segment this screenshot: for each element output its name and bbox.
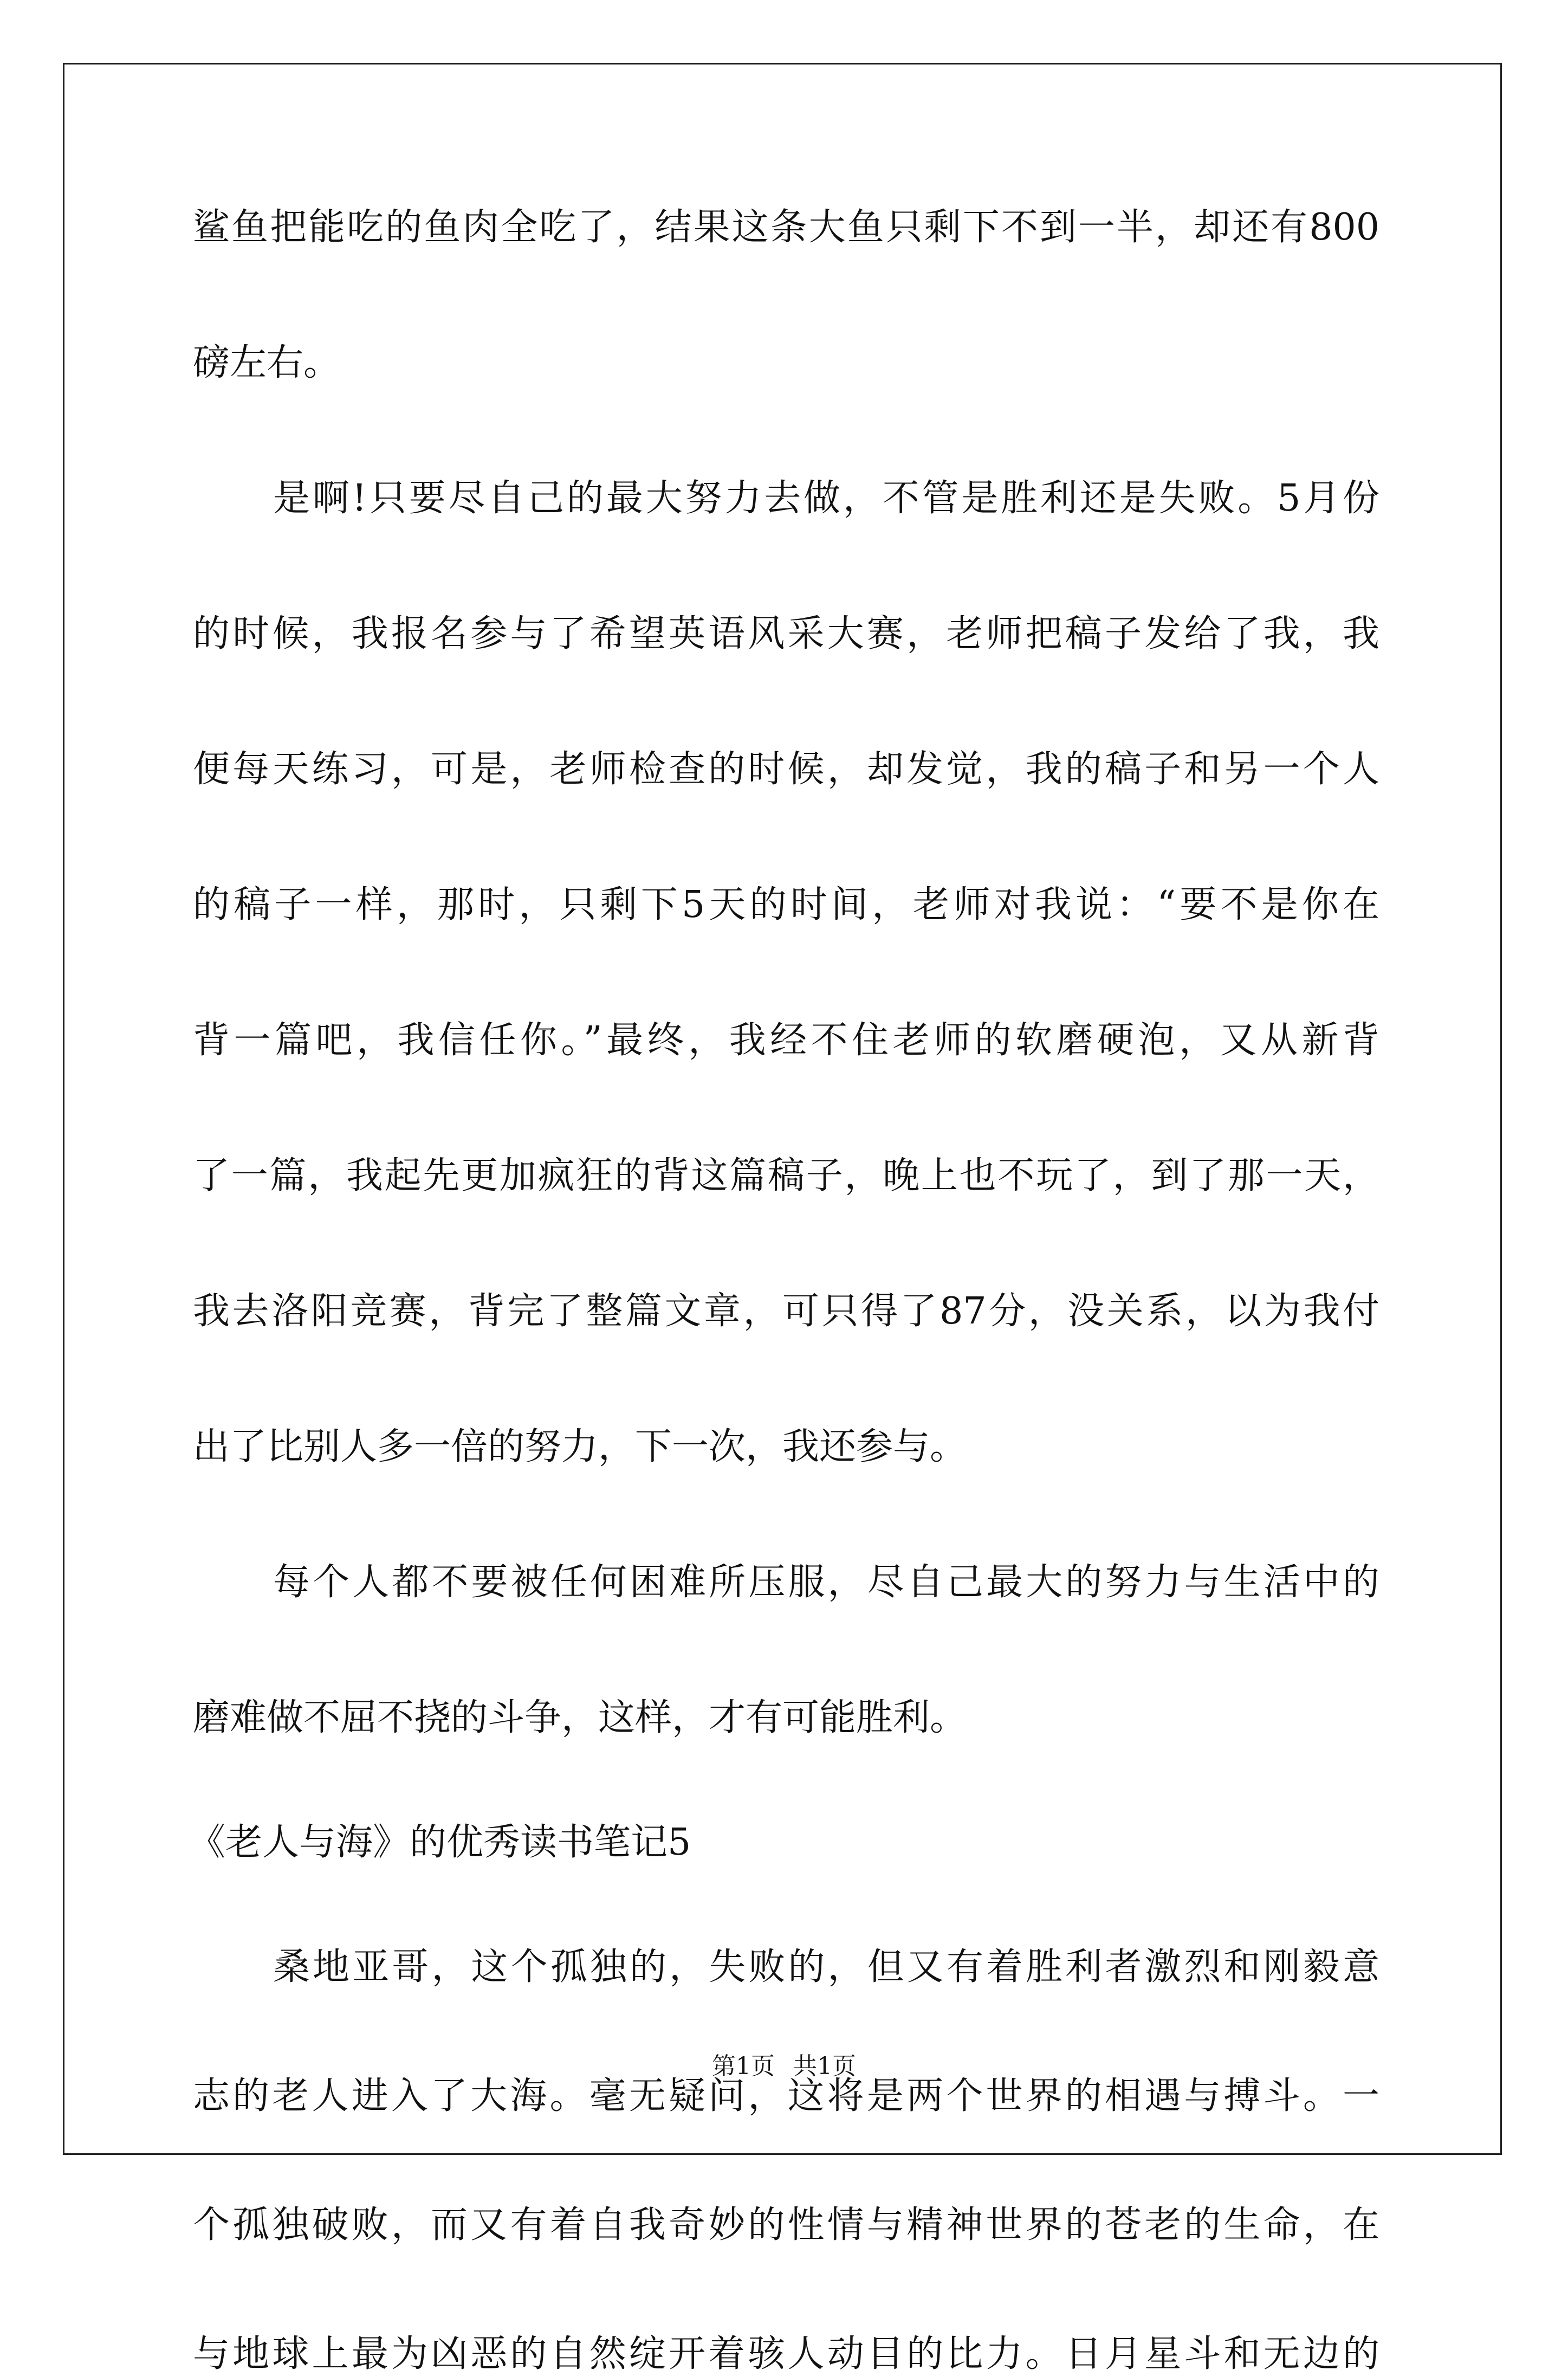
page-footer bbox=[0, 2053, 1568, 2080]
paragraph-line: 我去洛阳竞赛，背完了整篇文章，可只得了87分，没关系，以为我付 bbox=[193, 1290, 1379, 1333]
paragraph-line: 便每天练习，可是，老师检查的时候，却发觉，我的稿子和另一个人 bbox=[193, 748, 1379, 791]
section-heading: 《老人与海》的优秀读书笔记5 bbox=[189, 1821, 691, 1864]
page-total: 共1页 bbox=[793, 2052, 856, 2080]
paragraph-line: 是啊!只要尽自己的最大努力去做，不管是胜利还是失败。5月份 bbox=[273, 477, 1379, 520]
paragraph-line: 磨难做不屈不挠的斗争，这样，才有可能胜利。 bbox=[193, 1696, 967, 1739]
paragraph-line: 鲨鱼把能吃的鱼肉全吃了，结果这条大鱼只剩下不到一半，却还有800 bbox=[193, 206, 1379, 249]
paragraph-line: 志的老人进入了大海。毫无疑问，这将是两个世界的相遇与搏斗。一 bbox=[193, 2075, 1379, 2117]
paragraph-line: 背一篇吧，我信任你。”最终，我经不住老师的软磨硬泡，又从新背 bbox=[193, 1019, 1379, 1062]
paragraph-line: 的时候，我报名参与了希望英语风采大赛，老师把稿子发给了我，我 bbox=[193, 612, 1379, 655]
paragraph-line: 出了比别人多一倍的努力，下一次，我还参与。 bbox=[193, 1425, 967, 1468]
paragraph-line: 与地球上最为凶恶的自然绽开着骇人动目的比力。日月星斗和无边的 bbox=[193, 2333, 1379, 2375]
paragraph-line: 的稿子一样，那时，只剩下5天的时间，老师对我说：“要不是你在 bbox=[193, 883, 1379, 926]
paragraph-line: 个孤独破败，而又有着自我奇妙的性情与精神世界的苍老的生命，在 bbox=[193, 2204, 1379, 2246]
paragraph-line: 每个人都不要被任何困难所压服，尽自己最大的努力与生活中的 bbox=[273, 1561, 1379, 1604]
paragraph-line: 了一篇，我起先更加疯狂的背这篇稿子，晚上也不玩了，到了那一天， bbox=[193, 1154, 1379, 1197]
paragraph-line: 桑地亚哥，这个孤独的，失败的，但又有着胜利者激烈和刚毅意 bbox=[273, 1946, 1379, 1988]
paragraph-line: 磅左右。 bbox=[193, 341, 341, 384]
page-number: 第1页 bbox=[712, 2052, 775, 2080]
